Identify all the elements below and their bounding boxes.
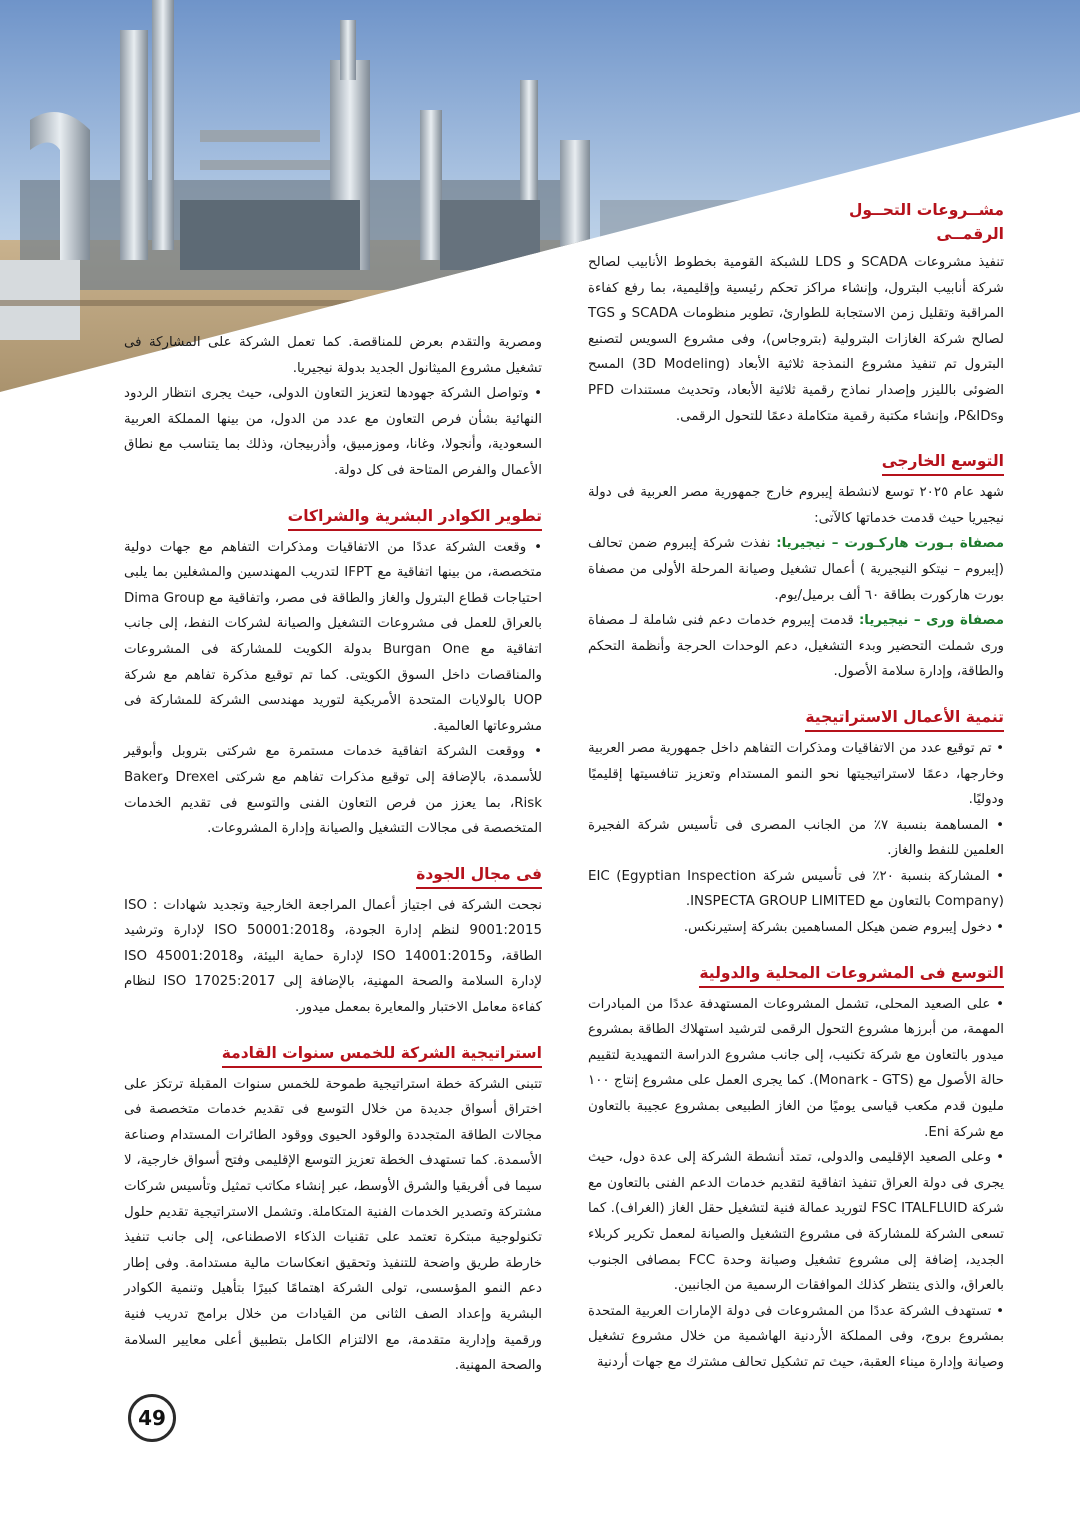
- port-harcourt-label: مصفاة بـورت هاركـورت – نيجيريا:: [776, 536, 1004, 552]
- left-column: [124, 330, 542, 1379]
- external-intro: شهد عام ٢٠٢٥ توسع لانشطة إيبروم خارج جمهورية مصر العربية فى دولة نيجيريا حيث قدمت خدماتها كالآتى:: [588, 485, 1005, 526]
- quality-title: فى مجال الجودة: [416, 862, 542, 889]
- digital-body: تنفيذ مشروعات SCADA و LDS للشبكة القومية بخطوط الأنابيب لصالح شركة أنابيب البترول، وإنشاء مراكز تحكم رئيسية وإقليمية، بما رفع كفاءة المراقبة وتقليل زمن الاستجابة للطوارئ، تطوير منظومات SCADA و TGS لصالح شركة الغازات البترولية (بتروجاس)، وفى مشروع السويس لتصنيع البترول تم تنفيذ مشروع النمذجة ثلاثية الأبعاد (3D Modeling) المسح الضوئى بالليزر وإصدار نماذج رقمية ثلاثية الأبعاد، وتحديث مستندات PFD وP&IDs، وإنشاء مكتبة رقمية متكاملة دعمًا للتحول الرقمى.: [588, 255, 1005, 424]
- quality-body: نجحت الشركة فى اجتياز أعمال المراجعة الخارجية وتجديد شهادات : ISO 9001:2015 لنظم إدارة الجودة، وISO 50001:2018 لإدارة وترشيد الطاقة، وISO 14001:2015 لإدارة حماية البيئة، وISO 45001:2018 لإدارة السلامة والصحة المهنية، بالإضافة إلى ISO 17025:2017 لنظام كفاءة معامل الاختبار والمعايرة بمعمل ميدور.: [124, 897, 543, 1016]
- external-item-port-harcourt: [588, 531, 1004, 608]
- external-item-warri: [588, 608, 1004, 685]
- hr-title: تطوير الكوادر البشرية والشراكات: [288, 504, 542, 531]
- external-title: التوسع الخارجى: [882, 449, 1004, 476]
- hr-bullet: • وقعت الشركة عددًا من الاتفاقيات ومذكرات التفاهم مع جهات دولية متخصصة، من بينها اتفاقية مع IFPT لتدريب المهندسين والمشغلين بما يلبى احتياجات قطاع البترول والغاز والطاقة فى مصر، واتفاقية مع Dima Group بالعراق للعمل فى مشروعات التشغيل والصيانة لشركات النفط، إلى جانب اتفاقية مع Burgan One بدولة الكويت للمشاركة فى المشروعات والمناقصات داخل السوق الكويتى. كما تم توقيع مذكرة تفاهم مع شركة UOP بالولايات المتحدة الأمريكية لتوريد مهندسى الشركة للمشاركة فى مشروعاتها العالمية.: [124, 539, 542, 734]
- continuation-text: ومصرية والتقدم بعرض للمناقصة. كما تعمل الشركة على المشاركة فى تشغيل مشروع الميثانول الجديد بدولة نيجيريا.: [124, 335, 542, 376]
- strategic-bullet: • المشاركة بنسبة ٢٠٪ فى تأسيس شركة EIC (Egyptian Inspection Company) بالتعاون مع INSPECTA GROUP LIMITED.: [588, 868, 1004, 910]
- digital-title-line1: مشــروعات التحــول: [848, 201, 1004, 219]
- hr-bullet: • ووقعت الشركة اتفاقية خدمات مستمرة مع شركتى بتروبل وأبوقير للأسمدة، بالإضافة إلى توقيع مذكرات تفاهم مع شركتى Drexel وBaker Risk، بما يعزز من فرص التعاون الفنى والتوسع فى تقديم الخدمات المتخصصة فى مجالات التشغيل والصيانة وإدارة المشروعات.: [124, 744, 542, 837]
- strategic-bullet: • تم توقيع عدد من الاتفاقيات ومذكرات التفاهم داخل جمهورية مصر العربية وخارجها، دعمًا لاستراتيجيتها نحو النمو المستدام وتعزيز تنافسيتها إقليميًا ودوليًا.: [588, 740, 1004, 808]
- projects-bullet: • تستهدف الشركة عددًا من المشروعات فى دولة الإمارات العربية المتحدة بمشروع بروج، وفى المملكة الأردنية الهاشمية من خلال مشروع تشغيل وصيانة وإدارة ميناء العقبة، حيث تم تشكيل تحالف مشترك مع جهات أردنية: [588, 1303, 1004, 1370]
- projects-title: التوسع فى المشروعات المحلية والدولية: [699, 961, 1004, 988]
- strategic-bullet: • دخول إيبروم ضمن هيكل المساهمين بشركة إستيرنكس.: [683, 920, 1004, 936]
- warri-text: قدمت إيبروم خدمات دعم فنى شاملة لـ مصفاة ورى شملت التحضير وبدء التشغيل، دعم الوحدات الحرجة وأنظمة التحكم والطاقة، وإدارة سلامة الأصول.: [588, 613, 1004, 680]
- strategy-body: تتبنى الشركة خطة استراتيجية طموحة للخمس سنوات المقبلة ترتكز على اختراق أسواق جديدة من خلال التوسع فى تقديم خدمات متخصصة فى مجالات الطاقة المتجددة والوقود الحيوى ووقود الطائرات المستدام وصناعة الأسمدة. كما تستهدف الخطة تعزيز التوسع الإقليمى وفتح أسواق خارجية، لا سيما فى أفريقيا والشرق الأوسط، عبر إنشاء مكاتب تمثيل وتأسيس شركات مشتركة وتصدير الخدمات الفنية المتكاملة. وتشمل الاستراتيجية تقديم حلول تكنولوجية مبتكرة تعتمد على تقنيات الذكاء الاصطناعى، إلى جانب تنفيذ خارطة طريق واضحة للتنفيذ وتحقيق انعكاسات مالية مستدامة. وفى إطار دعم النمو المؤسسى، تولى الشركة اهتمامًا كبيرًا بتأهيل وتنمية الكوادر البشرية وإعداد الصف الثانى من القيادات من خلال برامج تدريب فنية ورقمية وإدارية متقدمة، مع الالتزام الكامل بتطبيق أعلى معايير السلامة والصحة المهنية.: [124, 1076, 542, 1374]
- digital-title: [588, 198, 1004, 246]
- warri-label: مصفاة ورى – نيجيريا:: [858, 613, 1004, 629]
- projects-bullet: • على الصعيد المحلى، تشمل المشروعات المستهدفة عددًا من المبادرات المهمة، من أبرزها مشروع التحول الرقمى لترشيد استهلاك الطاقة بمشروع ميدور بالتعاون مع شركة تكنيب، إلى جانب مشروع الدراسة التمهيدية لتقييم حالة الأصول مع (Monark - GTS). كما يجرى العمل على مشروع إنتاج ١٠٠ مليون قدم مكعب قياسى يوميًا من الغاز الطبيعى بمشروع عجيبة بالتعاون مع شركة Eni.: [588, 996, 1004, 1140]
- strategic-title: تنمية الأعمال الاستراتيجية: [805, 705, 1004, 732]
- page-number: 49: [128, 1394, 176, 1442]
- strategy-title: استراتيجية الشركة للخمس سنوات القادمة: [222, 1041, 542, 1068]
- projects-bullet: • وعلى الصعيد الإقليمى والدولى، تمتد أنشطة الشركة إلى عدة دول، حيث يجرى فى دولة العراق تنفيذ اتفاقية لتقديم خدمات الدعم الفنى بالتعاون مع شركة FSC ITALFLUID لتوريد عمالة فنية لتشغيل حقل الغاز (الغراف). كما تسعى الشركة للمشاركة فى مشروع التشغيل والصيانة لمعمل تكرير كربلاء الجديد، إضافة إلى مشروع تشغيل وصيانة وحدة FCC بمصافى الجنوب بالعراق، والذى ينتظر كذلك الموافقات الرسمية من الجانبين.: [588, 1150, 1005, 1294]
- digital-title-line2: الرقمــى: [936, 225, 1004, 243]
- strategic-bullet: • المساهمة بنسبة ٧٪ من الجانب المصرى فى تأسيس شركة الفجيرة العلمين للنفط والغاز.: [588, 817, 1004, 859]
- port-harcourt-text: نفذت شركة إيبروم ضمن تحالف (إيبروم – نيتكو النيجيرية ) أعمال تشغيل وصيانة المرحلة الأولى من مصفاة بورت هاركورت بطاقة ٦٠ ألف برميل/يوم.: [588, 536, 1004, 603]
- cooperation-bullet: • وتواصل الشركة جهودها لتعزيز التعاون الدولى، حيث يجرى انتظار الردود النهائية بشأن فرص التعاون مع عدد من الدول، من بينها المملكة العربية السعودية، وأنجولا، وغانا، وموزمبيق، وأذربيجان، وذلك بما يتناسب مع نطاق الأعمال والفرص المتاحة فى كل دولة.: [124, 386, 542, 478]
- right-column: [588, 198, 1004, 1376]
